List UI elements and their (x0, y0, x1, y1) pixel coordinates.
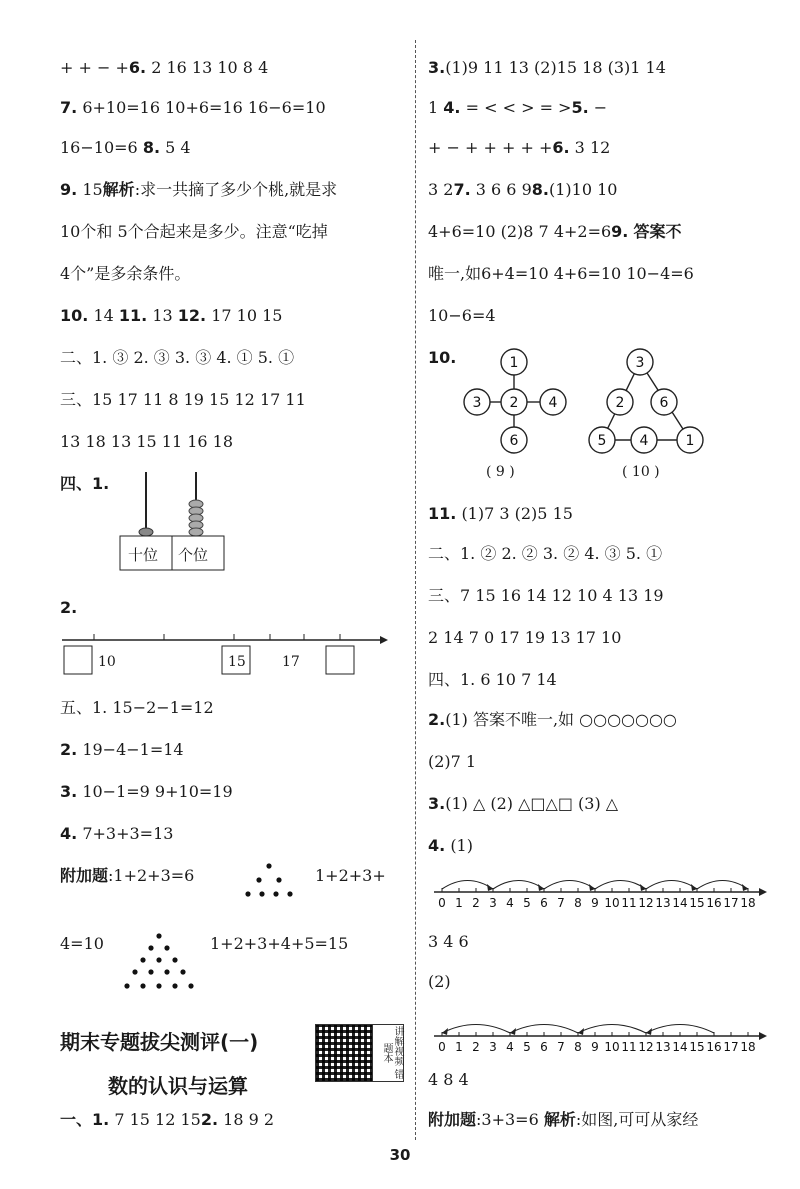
answer-line (60, 1110, 274, 1130)
q-number: 3. (428, 58, 446, 77)
section-three-answers: 2 14 7 0 17 19 13 17 10 (428, 628, 622, 647)
forward-jump-arc (697, 881, 748, 890)
answer: 唯一,如6+4=10 4+6=10 10−4=6 (428, 264, 694, 283)
analysis-text: :如图,可可从家经 (575, 1110, 699, 1129)
tick-label: 0 (438, 896, 446, 910)
q-number: 11. (428, 504, 457, 523)
answer-line (428, 180, 617, 200)
answer: = < < > = > (465, 98, 572, 117)
section-two-answers: 二、1. ② 2. ② 3. ② 4. ③ 5. ① (428, 544, 663, 563)
q-number: 2. (60, 740, 78, 759)
backward-jump-arc (646, 1025, 714, 1034)
node-value: 2 (509, 395, 519, 411)
forward-jump-arrowhead (691, 884, 697, 891)
answer-line (60, 782, 233, 802)
answer-line (60, 306, 282, 326)
answer: + − + + + + + (428, 138, 553, 157)
backward-jump-arrowhead (510, 1028, 516, 1035)
tick-label: 5 (523, 1040, 531, 1054)
forward-jump-arrowhead (538, 884, 544, 891)
q-number: 2. (428, 710, 446, 729)
signs: + + − + (60, 58, 129, 77)
section-title: 期末专题拔尖测评(一) (60, 1030, 259, 1054)
answer-line (428, 504, 573, 524)
node-value: 2 (615, 395, 625, 411)
dot-triangle-5 (122, 930, 198, 996)
tick-label: 16 (706, 896, 722, 910)
answer-line (60, 740, 184, 760)
ones-label: 个位 (178, 546, 209, 564)
q-number: 3. (428, 794, 446, 813)
q-number: 4. (428, 836, 446, 855)
tick-label: 13 (655, 896, 671, 910)
tick-label: 10 (604, 896, 620, 910)
backward-jump-arc (510, 1025, 578, 1034)
tick-label: 11 (621, 896, 637, 910)
section-three-answers: 三、7 15 16 14 12 10 4 13 19 (428, 586, 664, 605)
answer: 17 10 15 (211, 306, 283, 325)
answer: 13 (152, 306, 173, 325)
q-number: 2. (60, 598, 78, 617)
answer: :1+2+3=6 (108, 866, 195, 885)
forward-jump-arc (493, 881, 544, 890)
qr-badge: 讲解视频 错题本 (372, 1024, 404, 1082)
answer-line (428, 138, 610, 158)
diagram-caption: ( 10 ) (622, 464, 660, 480)
answer-line (60, 824, 173, 844)
tick-label: 9 (591, 1040, 599, 1054)
tick-label: 3 (489, 1040, 497, 1054)
analysis-text: 4个”是多余条件。 (60, 264, 191, 283)
answer: 1+2+3+ (315, 866, 386, 885)
answer: 3 2 (428, 180, 454, 199)
answer-line (428, 222, 682, 242)
section-three-answers: 13 18 13 15 11 16 18 (60, 432, 234, 451)
tick-label: 7 (557, 896, 565, 910)
tick-label: 4 (506, 896, 514, 910)
answer: (1) (450, 836, 473, 855)
answer: (1) 答案不唯一,如 ○○○○○○○ (445, 710, 677, 729)
tick-label: 15 (689, 1040, 705, 1054)
answer: 3 12 (574, 138, 611, 157)
backward-jump-arrowhead (578, 1028, 584, 1035)
bonus-line (60, 866, 194, 886)
node-value: 1 (509, 355, 519, 371)
answer-line (428, 836, 473, 856)
tick-label: 12 (638, 896, 654, 910)
answer: (1)7 3 (2)5 15 (461, 504, 573, 523)
tick-label: 12 (638, 1040, 654, 1054)
answer: (1)10 10 (548, 180, 618, 199)
analysis-label: 解析 (102, 180, 135, 199)
tick-label: 11 (621, 1040, 637, 1054)
q-number: 2. (200, 1110, 219, 1129)
answer-line (60, 58, 268, 78)
tick-label: 14 (672, 1040, 688, 1054)
forward-jump-arc (595, 881, 646, 890)
analysis-text: :求一共摘了多少个桃,就是求 (134, 180, 338, 199)
q-number: 7. (453, 180, 471, 199)
node-value: 3 (472, 395, 482, 411)
node-value: 4 (548, 395, 558, 411)
nl-label: 10 (98, 654, 116, 670)
answer-line (428, 794, 618, 814)
tick-label: 16 (706, 1040, 722, 1054)
answer: 14 (93, 306, 114, 325)
section-three-answers: 三、15 17 11 8 19 15 12 17 11 (60, 390, 306, 409)
answer: 7+3+3=13 (82, 824, 174, 843)
answer: 3 4 6 (428, 932, 469, 951)
forward-jump-arrowhead (487, 884, 493, 891)
answer: 2 16 13 10 8 4 (151, 58, 269, 77)
bonus-label: 附加题 (60, 866, 109, 885)
tick-label: 0 (438, 1040, 446, 1054)
tick-label: 18 (740, 1040, 756, 1054)
q-number: 12. (177, 306, 207, 325)
backward-jump-arc (578, 1025, 646, 1034)
answer: 10−1=9 9+10=19 (82, 782, 233, 801)
circle-diagram-10 (578, 342, 718, 462)
q-number: 9. (611, 222, 629, 241)
column-divider (415, 40, 416, 1140)
tick-label: 18 (740, 896, 756, 910)
tick-label: 8 (574, 1040, 582, 1054)
dot-triangle-3 (240, 860, 302, 910)
qr-code[interactable] (315, 1024, 373, 1082)
q-number: 8. (142, 138, 161, 157)
answer: 6+10=16 10+6=16 16−6=10 (82, 98, 326, 117)
q-number: 一、1. (60, 1110, 110, 1129)
tick-label: 5 (523, 896, 531, 910)
answer-line (428, 710, 677, 730)
answer: 1+2+3+4+5=15 (210, 934, 349, 953)
section-four-label: 四、1. (60, 474, 110, 493)
answer-line (60, 138, 191, 158)
tick-label: 1 (455, 896, 463, 910)
backward-jump-arrowhead (442, 1028, 448, 1035)
forward-jump-arrowhead (589, 884, 595, 891)
forward-jump-arc (646, 881, 697, 890)
node-value: 6 (509, 433, 519, 449)
sub-label: (2) (428, 972, 451, 991)
answer: 19−4−1=14 (82, 740, 184, 759)
section-subtitle: 数的认识与运算 (108, 1074, 248, 1098)
bonus-line (428, 1110, 698, 1130)
tick-label: 2 (472, 1040, 480, 1054)
axis-arrow (759, 888, 767, 896)
answer: 7 15 12 15 (114, 1110, 201, 1129)
tick-label: 17 (723, 1040, 739, 1054)
forward-jump-arrowhead (742, 884, 748, 891)
q-number: 4. (443, 98, 461, 117)
analysis-label: 解析 (543, 1110, 576, 1129)
answer: (1)9 11 13 (2)15 18 (3)1 14 (445, 58, 666, 77)
tick-label: 3 (489, 896, 497, 910)
q-number: 7. (60, 98, 78, 117)
tick-label: 7 (557, 1040, 565, 1054)
section-five-answer: 五、1. 15−2−1=12 (60, 698, 214, 717)
q-number: 4. (60, 824, 78, 843)
answer-line (60, 180, 337, 200)
q-number: 10. (428, 348, 457, 367)
answer: 1 (428, 98, 439, 117)
bonus-label: 附加题 (428, 1110, 477, 1129)
answer-line (428, 98, 607, 118)
tick-label: 10 (604, 1040, 620, 1054)
q-number: 3. (60, 782, 78, 801)
nl-label: 17 (282, 654, 300, 670)
q-number: 5. (571, 98, 589, 117)
answer: 16−10=6 (60, 138, 138, 157)
answer-line (428, 58, 666, 78)
jump-number-line-2 (434, 1006, 774, 1056)
tick-label: 9 (591, 896, 599, 910)
answer: (1) △ (2) △□△□ (3) △ (445, 794, 619, 813)
tick-label: 8 (574, 896, 582, 910)
answer: − (593, 98, 608, 117)
q-number: 6. (128, 58, 147, 77)
backward-jump-arrowhead (646, 1028, 652, 1035)
q-number: 11. (118, 306, 148, 325)
node-value: 5 (597, 433, 607, 449)
axis-arrow (759, 1032, 767, 1040)
section-two-answers: 二、1. ③ 2. ③ 3. ③ 4. ① 5. ① (60, 348, 295, 367)
forward-jump-arc (442, 881, 493, 890)
answer: 答案不 (633, 222, 682, 241)
tick-label: 1 (455, 1040, 463, 1054)
tick-label: 17 (723, 896, 739, 910)
answer: 4=10 (60, 934, 104, 953)
circle-diagram-9 (458, 342, 578, 462)
tick-label: 6 (540, 1040, 548, 1054)
q-number: 9. (60, 180, 78, 199)
q-number: 8. (531, 180, 549, 199)
answer: 10−6=4 (428, 306, 496, 325)
q-number: 10. (60, 306, 89, 325)
tens-label: 十位 (128, 546, 159, 564)
page-number: 30 (389, 1146, 411, 1164)
node-value: 1 (685, 433, 695, 449)
node-value: 3 (635, 355, 645, 371)
section-four-answers: 四、1. 6 10 7 14 (428, 670, 557, 689)
answer: 4+6=10 (2)8 7 4+2=6 (428, 222, 612, 241)
tick-label: 2 (472, 896, 480, 910)
diagram-caption: ( 9 ) (486, 464, 515, 480)
tick-label: 13 (655, 1040, 671, 1054)
q-number: 6. (552, 138, 570, 157)
node-value: 6 (659, 395, 669, 411)
tick-label: 4 (506, 1040, 514, 1054)
answer: 15 (82, 180, 103, 199)
tick-label: 14 (672, 896, 688, 910)
answer-line (60, 98, 326, 118)
backward-jump-arc (442, 1025, 510, 1034)
node-value: 4 (639, 433, 649, 449)
answer: 4 8 4 (428, 1070, 469, 1089)
forward-jump-arrowhead (640, 884, 646, 891)
answer: :3+3=6 (476, 1110, 539, 1129)
analysis-text: 10个和 5个合起来是多少。注意“吃掉 (60, 222, 328, 241)
nl-label: 15 (228, 654, 246, 670)
tick-label: 6 (540, 896, 548, 910)
jump-number-line-1 (434, 862, 774, 912)
answer: 18 9 2 (223, 1110, 275, 1129)
tick-label: 15 (689, 896, 705, 910)
forward-jump-arc (544, 881, 595, 890)
answer: 5 4 (165, 138, 191, 157)
answer: 3 6 6 9 (475, 180, 532, 199)
answer: (2)7 1 (428, 752, 477, 771)
